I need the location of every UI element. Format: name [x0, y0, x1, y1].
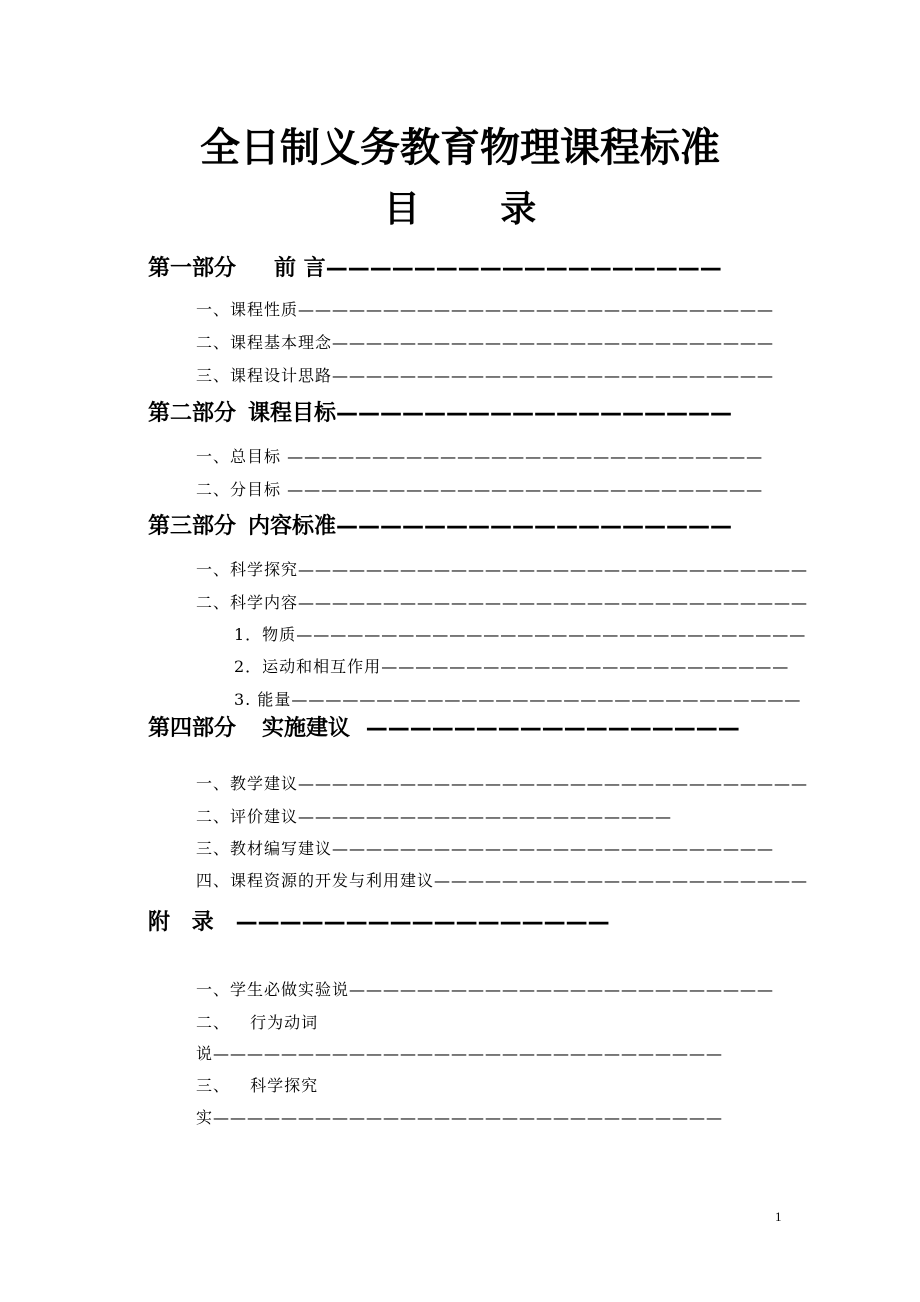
toc-part-1[interactable]: [148, 252, 722, 286]
part-label: 第二部分: [148, 401, 237, 426]
leader-dashes: ————————————————————————: [381, 657, 790, 676]
leader-dashes: ——————————————————: [336, 514, 733, 539]
toc-subitem[interactable]: [234, 655, 789, 679]
toc-item-continuation[interactable]: [196, 1106, 723, 1130]
toc-item-label: 3. 能量: [234, 690, 292, 709]
toc-item[interactable]: [196, 1011, 318, 1035]
toc-item-label: 2．运动和相互作用: [234, 657, 382, 676]
toc-item[interactable]: [196, 837, 774, 861]
toc-item-label: 三、 科学探究: [196, 1076, 319, 1095]
leader-dashes: ——————————————————————: [298, 807, 673, 826]
toc-item-label: 一、总目标: [196, 447, 288, 466]
toc-item[interactable]: [196, 772, 808, 796]
toc-item-label: 实: [196, 1108, 214, 1127]
leader-dashes: ——————————————————————————: [332, 366, 775, 385]
toc-item[interactable]: [196, 591, 808, 615]
toc-item-label: 二、评价建议: [196, 807, 299, 826]
part-label: 第一部分: [148, 256, 237, 281]
toc-item[interactable]: [196, 558, 808, 582]
toc-part-3[interactable]: [148, 510, 732, 544]
toc-item-label: 1．物质: [234, 625, 297, 644]
toc-item[interactable]: [196, 869, 808, 893]
leader-dashes: ——————————————————————————: [332, 333, 775, 352]
part-name: 内容标准: [248, 514, 337, 539]
part-label: 第三部分: [148, 514, 237, 539]
leader-dashes: ————————————————————————————: [287, 480, 764, 499]
leader-dashes: ————————————————————————————: [287, 447, 764, 466]
leader-dashes: ——————————————————: [336, 401, 733, 426]
leader-dashes: ——————————————————————————————: [298, 560, 809, 579]
toc-item-label: 二、 行为动词: [196, 1013, 319, 1032]
toc-heading: 目 录: [383, 189, 537, 230]
toc-item-label: 四、课程资源的开发与利用建议: [196, 871, 435, 890]
toc-item-label: 三、教材编写建议: [196, 839, 333, 858]
toc-item[interactable]: [196, 478, 763, 502]
leader-dashes: ——————————————————————: [434, 871, 809, 890]
leader-dashes: —————————————————: [235, 910, 610, 935]
leader-dashes: ——————————————————————————————: [298, 593, 809, 612]
toc-item-label: 二、科学内容: [196, 593, 299, 612]
toc-item[interactable]: [196, 978, 774, 1002]
leader-dashes: ——————————————————————————————: [213, 1044, 724, 1063]
toc-item-label: 一、科学探究: [196, 560, 299, 579]
toc-subitem[interactable]: [234, 688, 801, 712]
leader-dashes: ——————————————————: [325, 256, 722, 281]
toc-item-label: 三、课程设计思路: [196, 366, 333, 385]
toc-item[interactable]: [196, 364, 774, 388]
leader-dashes: ——————————————————————————————: [296, 625, 807, 644]
toc-part-4[interactable]: [148, 712, 740, 746]
leader-dashes: ——————————————————————————————: [291, 690, 802, 709]
part-name: 课程目标: [248, 401, 337, 426]
toc-item-label: 一、教学建议: [196, 774, 299, 793]
toc-item-label: 二、分目标: [196, 480, 288, 499]
leader-dashes: —————————————————————————: [349, 980, 775, 999]
document-title: 全日制义务教育物理课程标准: [200, 125, 720, 171]
appendix-label: 附 录: [148, 910, 214, 935]
toc-item[interactable]: [196, 1074, 318, 1098]
leader-dashes: ——————————————————————————: [332, 839, 775, 858]
toc-item-label: 二、课程基本理念: [196, 333, 333, 352]
toc-item-label: 一、课程性质: [196, 300, 299, 319]
toc-subitem[interactable]: [234, 623, 806, 647]
toc-item[interactable]: [196, 298, 774, 322]
toc-appendix[interactable]: [148, 906, 610, 940]
toc-part-2[interactable]: [148, 397, 732, 431]
part-name: 实施建议: [262, 716, 358, 741]
leader-dashes: —————————————————: [365, 716, 740, 741]
leader-dashes: ————————————————————————————: [298, 300, 775, 319]
leader-dashes: ——————————————————————————————: [298, 774, 809, 793]
leader-dashes: ——————————————————————————————: [213, 1108, 724, 1127]
toc-item-label: 一、学生必做实验说: [196, 980, 350, 999]
part-name: 前 言: [274, 256, 326, 281]
toc-item[interactable]: [196, 445, 763, 469]
toc-item[interactable]: [196, 805, 672, 829]
page-number: 1: [775, 1209, 782, 1224]
part-label: 第四部分: [148, 716, 237, 741]
toc-item[interactable]: [196, 331, 774, 355]
toc-item-continuation[interactable]: [196, 1042, 723, 1066]
toc-item-label: 说: [196, 1044, 214, 1063]
